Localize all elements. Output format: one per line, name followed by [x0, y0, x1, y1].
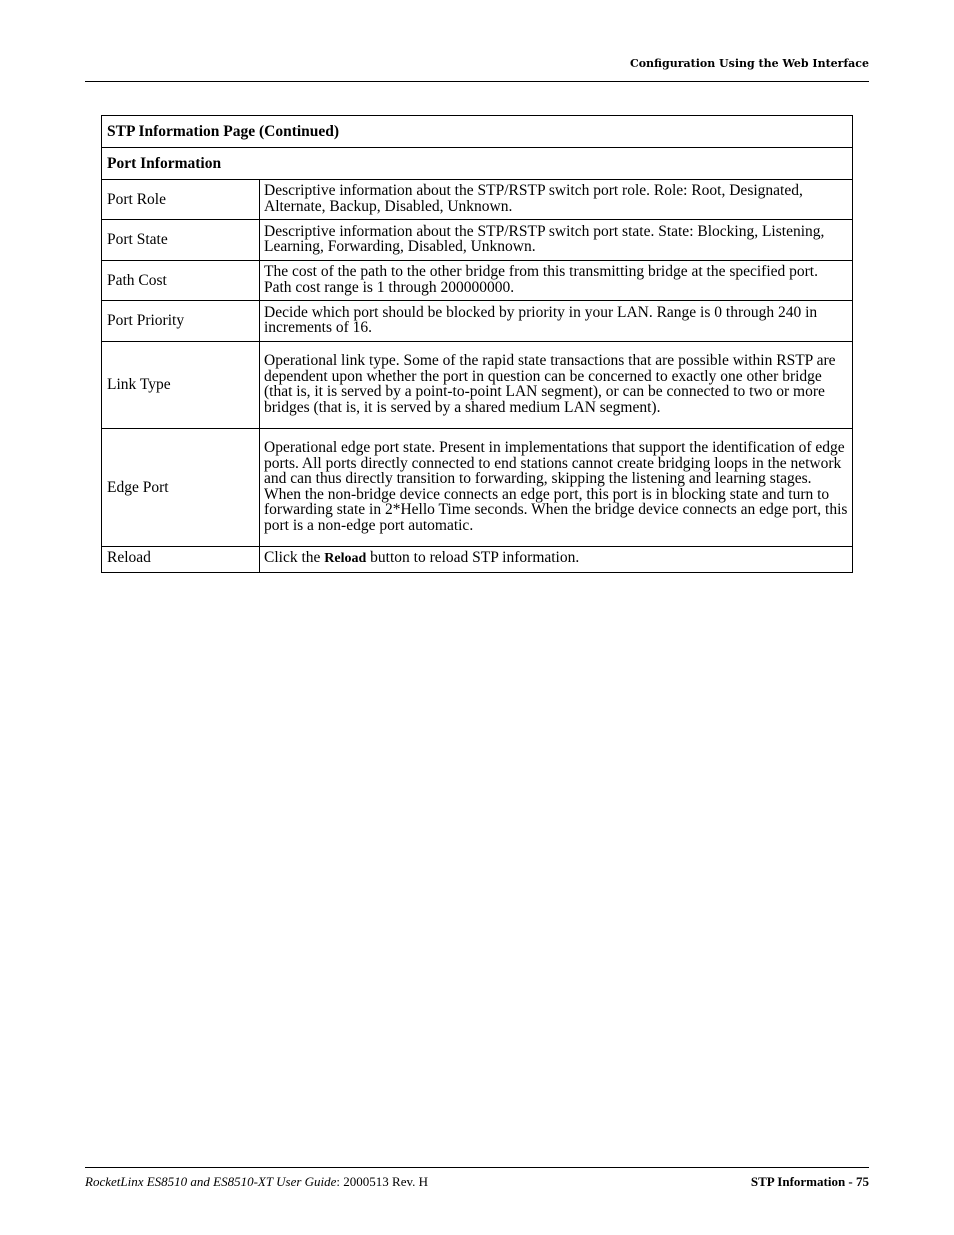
field-name: Edge Port: [102, 429, 260, 547]
field-description: Operational edge port state. Present in implementations that support the identification of edge ports. All ports directly connected to end stations cannot create bridging loops in the network and can thus directly transition to forwarding, skipping the listening and learning stages. When the non-bridge device connects an edge port, this port is in blocking state and turn to forwarding state in 2*Hello Time seconds. When the bridge device connects an edge port, this port is a non-edge port automatic.: [260, 429, 853, 547]
field-name: Port Priority: [102, 301, 260, 342]
field-description: [260, 547, 853, 573]
guide-title: RocketLinx ES8510 and ES8510-XT User Guide: [85, 1174, 337, 1189]
header-title: Configuration Using the Web Interface: [629, 57, 869, 70]
table-row: [102, 429, 853, 547]
table-row: [102, 220, 853, 261]
field-description: Decide which port should be blocked by priority in your LAN. Range is 0 through 240 in increments of 16.: [260, 301, 853, 342]
table-row: [102, 342, 853, 429]
field-description: Operational link type. Some of the rapid state transactions that are possible within RSTP are dependent upon whether the port in question can be concerned to exactly one other bridge (that is, it is served by a point-to-point LAN segment), or can be connected to two or more bridges (that is, it is served by a shared medium LAN segment).: [260, 342, 853, 429]
table-title-row: [102, 116, 853, 148]
field-name: Port Role: [102, 180, 260, 220]
field-name: Reload: [102, 547, 260, 573]
field-name: Path Cost: [102, 261, 260, 301]
field-description: Descriptive information about the STP/RSTP switch port role. Role: Root, Designated, Alternate, Backup, Disabled, Unknown.: [260, 180, 853, 220]
doc-reference: : 2000513 Rev. H: [336, 1174, 429, 1189]
stp-information-table: [101, 115, 853, 573]
page-header: [85, 55, 869, 82]
description-suffix: button to reload STP information.: [366, 549, 580, 566]
table-row: [102, 547, 853, 573]
table-row: [102, 301, 853, 342]
field-name: Link Type: [102, 342, 260, 429]
table-section-row: [102, 148, 853, 180]
reload-label: Reload: [324, 551, 367, 566]
field-description: Descriptive information about the STP/RSTP switch port state. State: Blocking, Listening, Learning, Forwarding, Disabled, Unknown.: [260, 220, 853, 261]
table-row: [102, 180, 853, 220]
table-section-heading: Port Information: [102, 148, 853, 180]
field-description: The cost of the path to the other bridge from this transmitting bridge at the specified port. Path cost range is 1 through 200000000.: [260, 261, 853, 301]
page-number: STP Information - 75: [750, 1174, 869, 1189]
table-title: STP Information Page (Continued): [102, 116, 853, 148]
field-name: Port State: [102, 220, 260, 261]
table-row: [102, 261, 853, 301]
footer-doc-info: [85, 1174, 428, 1190]
page-footer: [85, 1167, 869, 1189]
description-prefix: Click the: [264, 549, 325, 566]
